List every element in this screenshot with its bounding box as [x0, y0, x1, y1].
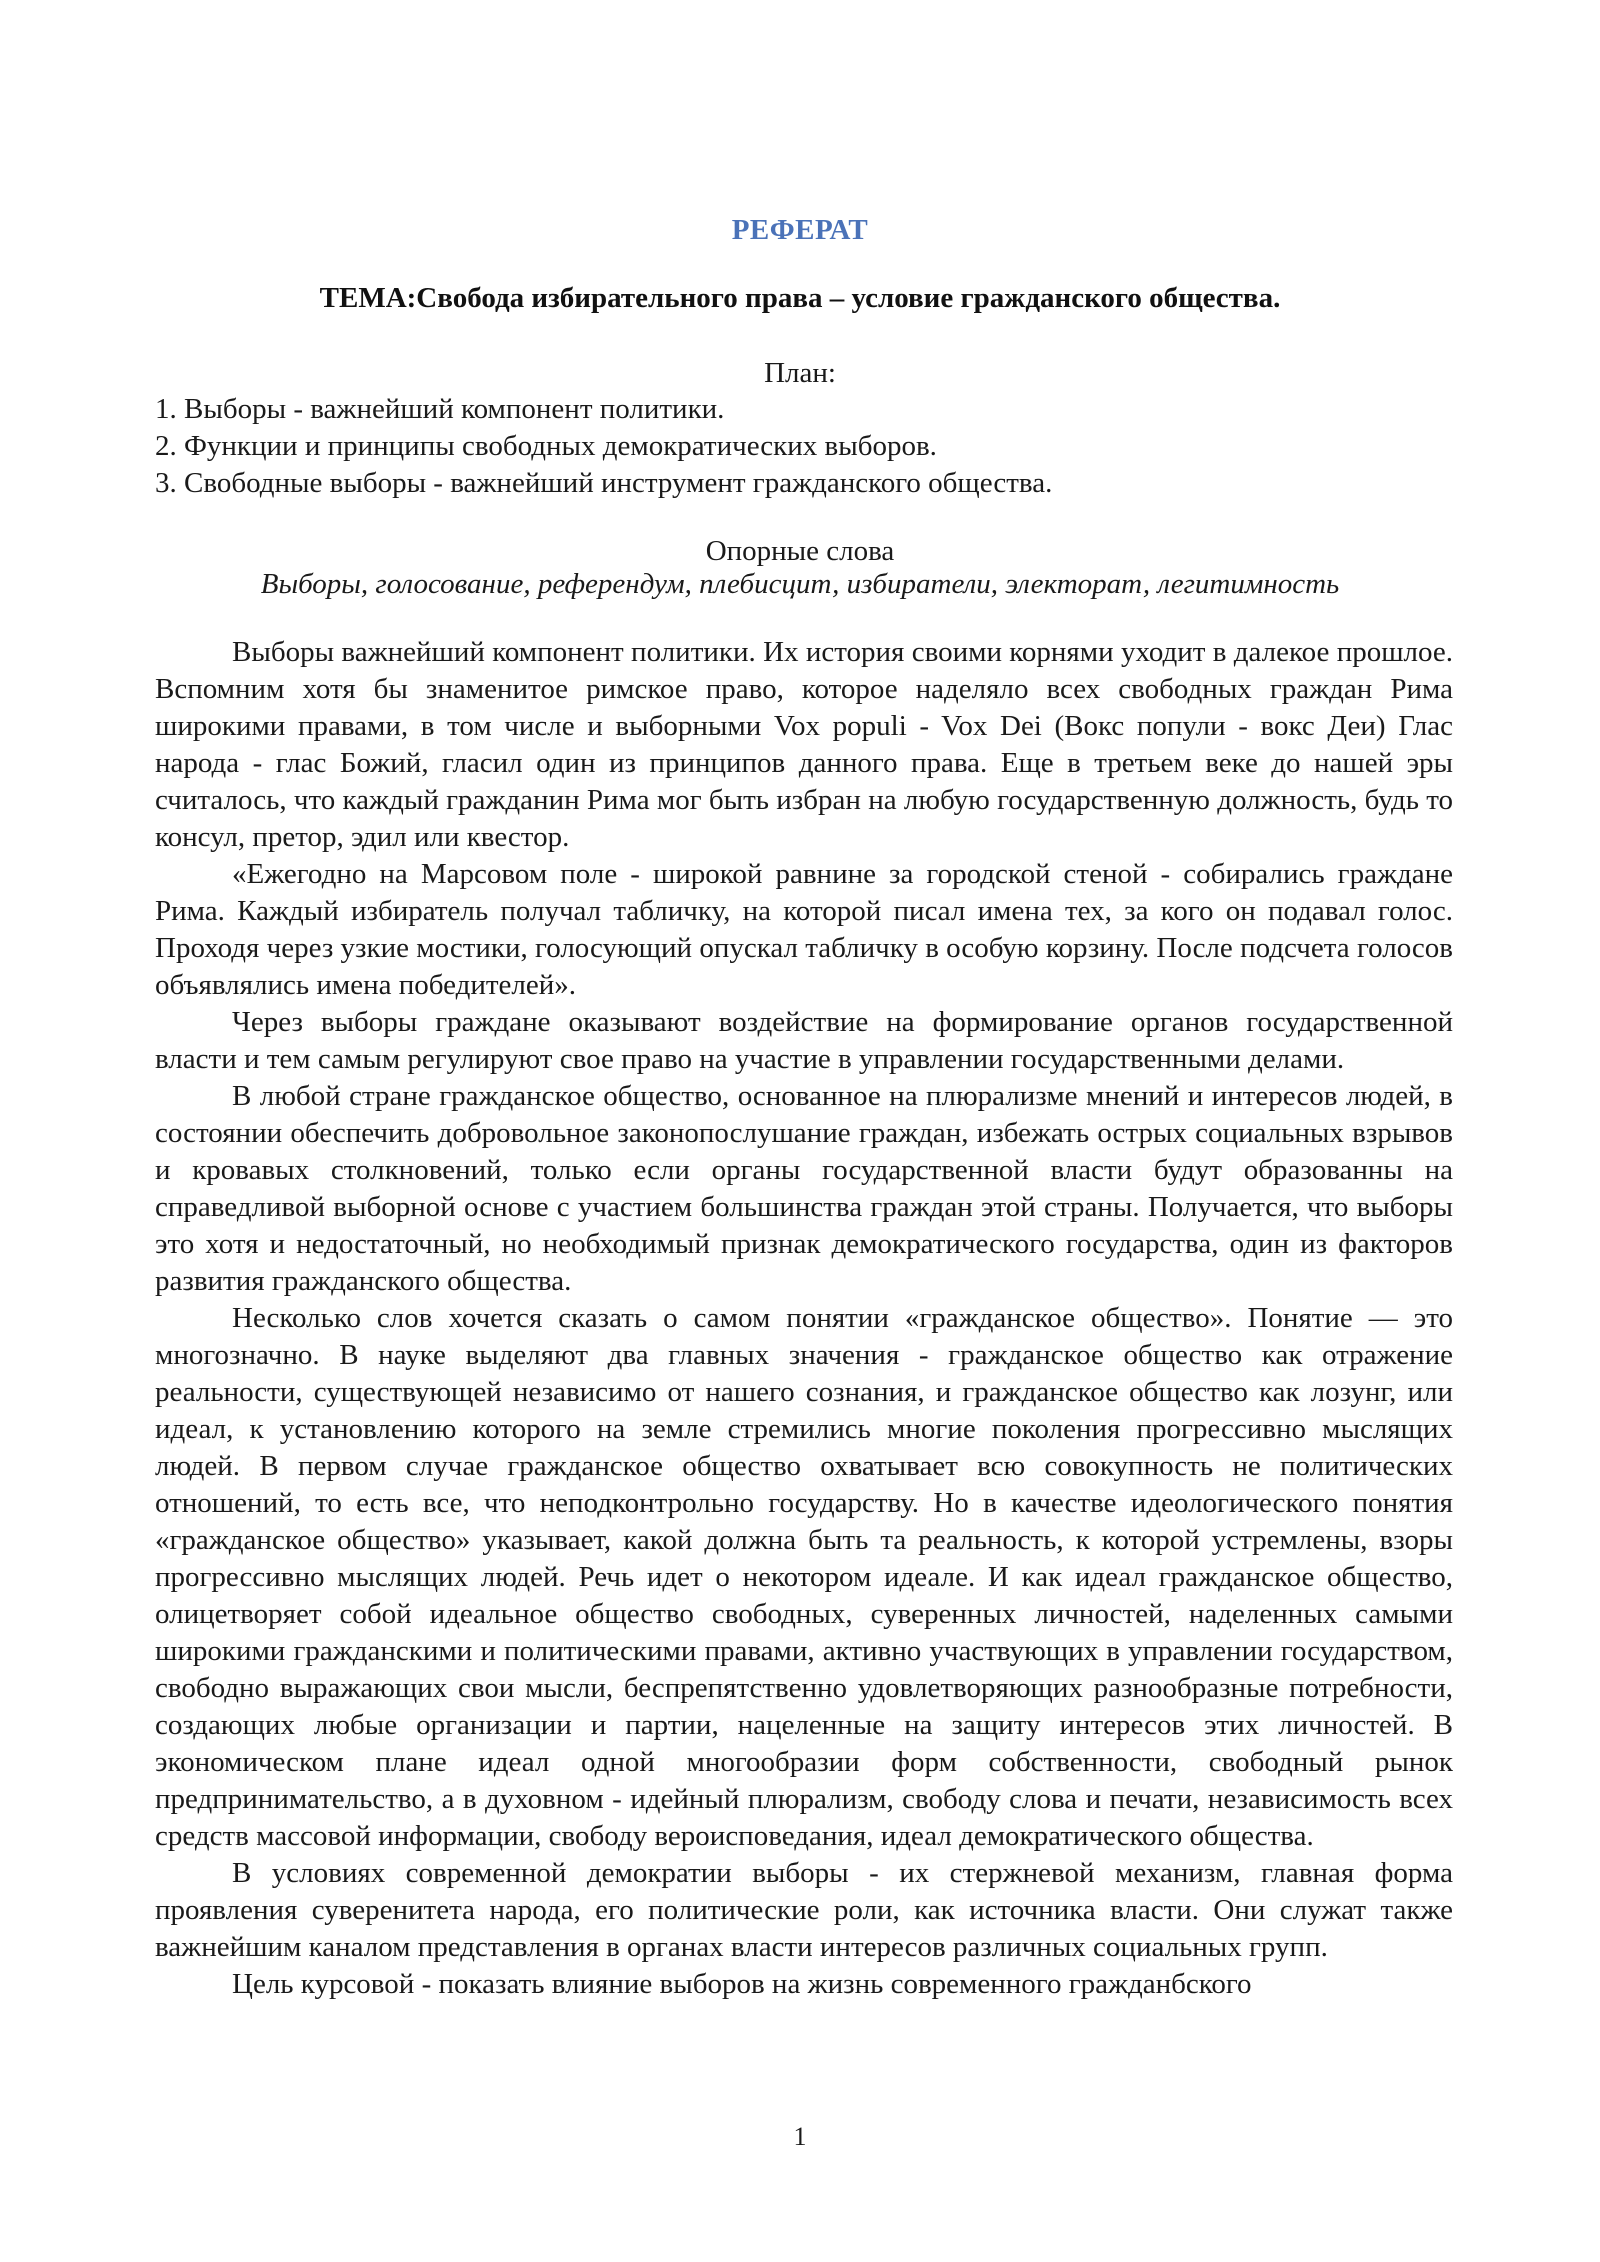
plan-heading: План:	[764, 357, 836, 389]
paragraph: «Ежегодно на Марсовом поле - широкой равнине за городской стеной - собирались граждане Рима. Каждый избиратель получал табличку, на которой писал имена тех, за кого он подавал голос. Проходя через узкие мостики, голосующий опускал табличку в особую корзину. После подсчета голосов объявлялись имена победителей».	[155, 858, 1453, 1001]
paragraph: Выборы важнейший компонент политики. Их история своими корнями уходит в далекое прошлое. Вспомним хотя бы знаменитое римское право, которое наделяло всех свободных граждан Рима широкими правами, в том числе и выборными Vox populi - Vox Dei (Вокс попули - вокс Деи) Глас народа - глас Божий, гласил один из принципов данного права. Еще в третьем веке до нашей эры считалось, что каждый гражданин Рима мог быть избран на любую государственную должность, будь то консул, претор, эдил или квестор.	[155, 636, 1453, 853]
document-type-heading: РЕФЕРАТ	[731, 214, 869, 246]
paragraph: Через выборы граждане оказывают воздействие на формирование органов государственной власти и тем самым регулируют свое право на участие в управлении государственными делами.	[155, 1006, 1453, 1075]
plan-item: 3. Свободные выборы - важнейший инструмент гражданского общества.	[155, 467, 1053, 499]
plan-list	[155, 391, 1455, 502]
paragraph: В любой стране гражданское общество, основанное на плюрализме мнений и интересов людей, в состоянии обеспечить добровольное законопослушание граждан, избежать острых социальных взрывов и кровавых столкновений, только если органы государственной власти будут образованны на справедливой выборной основе с участием большинства граждан этой страны. Получается, что выборы это хотя и недостаточный, но необходимый признак демократического государства, один из факторов развития гражданского общества.	[155, 1080, 1453, 1297]
plan-item: 2. Функции и принципы свободных демократических выборов.	[155, 430, 937, 462]
paragraph: Цель курсовой - показать влияние выборов на жизнь современного гражданбского	[232, 1968, 1252, 2000]
body-text	[155, 634, 1453, 2003]
paragraph: В условиях современной демократии выборы - их стержневой механизм, главная форма проявления суверенитета народа, его политические роли, как источника власти. Они служат также важнейшим каналом представления в органах власти интересов различных социальных групп.	[155, 1857, 1453, 1963]
keywords-heading: Опорные слова	[705, 535, 895, 567]
topic-heading: ТЕМА:Свобода избирательного права – условие гражданского общества.	[319, 282, 1281, 314]
plan-item: 1. Выборы - важнейший компонент политики.	[155, 393, 725, 425]
keywords-list: Выборы, голосование, референдум, плебисцит, избиратели, электорат, легитимность	[260, 568, 1340, 600]
paragraph: Несколько слов хочется сказать о самом понятии «гражданское общество». Понятие — это многозначно. В науке выделяют два главных значения - гражданское общество как отражение реальности, существующей независимо от нашего сознания, и гражданское общество как лозунг, или идеал, к установлению которого на земле стремились многие поколения прогрессивно мыслящих людей. В первом случае гражданское общество охватывает всю совокупность не политических отношений, то есть все, что неподконтрольно государству. Но в качестве идеологического понятия «гражданское общество» указывает, какой должна быть та реальность, к которой устремлены, взоры прогрессивно мыслящих людей. Речь идет о некотором идеале. И как идеал гражданское общество, олицетворяет собой идеальное общество свободных, суверенных личностей, наделенных самыми широкими гражданскими и политическими правами, активно участвующих в управлении государством, свободно выражающих свои мысли, беспрепятственно удовлетворяющих разнообразные потребности, создающих любые организации и партии, нацеленные на защиту интересов этих личностей. В экономическом плане идеал одной многообразии форм собственности, свободный рынок предпринимательство, а в духовном - идейный плюрализм, свободу слова и печати, независимость всех средств массовой информации, свободу вероисповедания, идеал демократического общества.	[155, 1302, 1453, 1852]
page-number: 1	[793, 2122, 807, 2151]
